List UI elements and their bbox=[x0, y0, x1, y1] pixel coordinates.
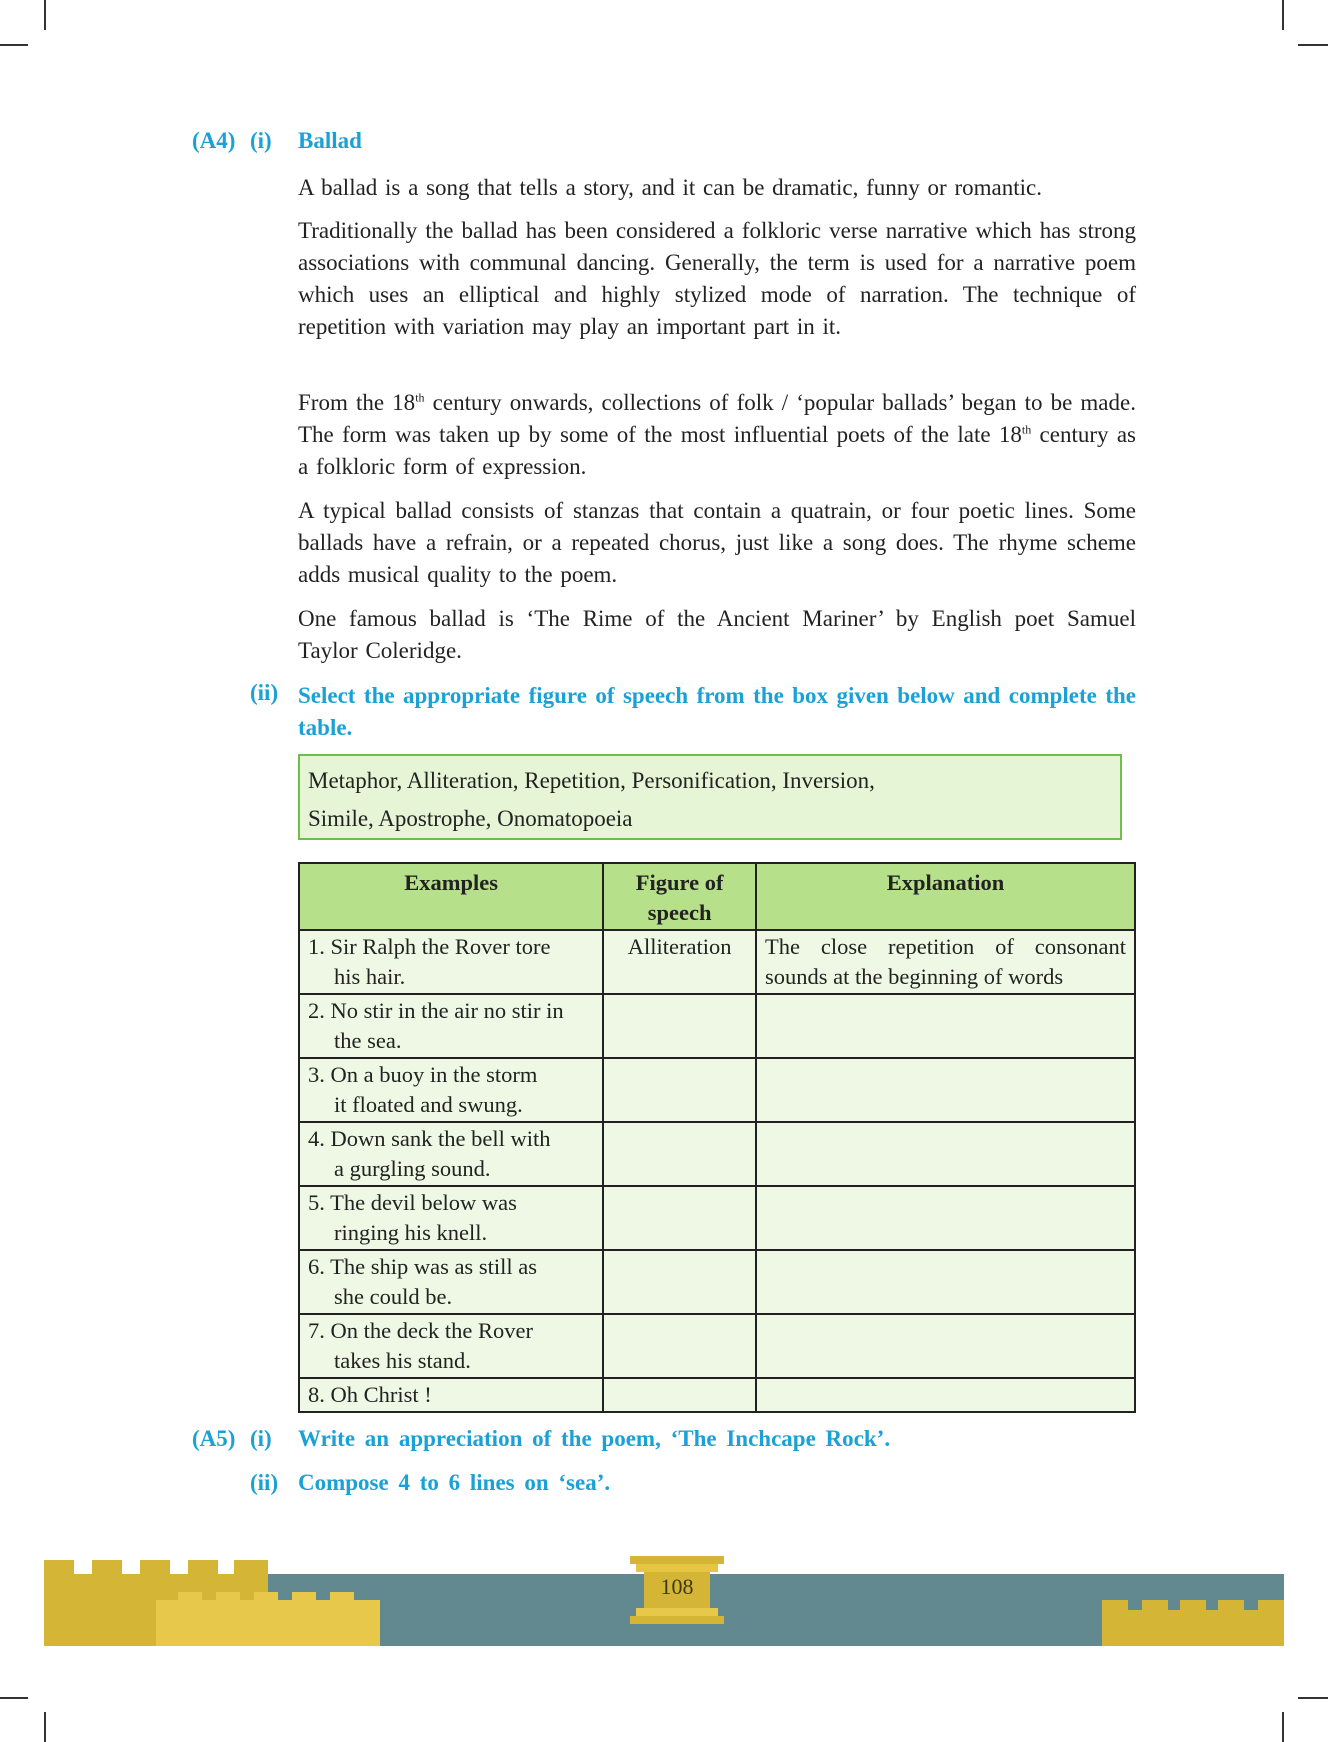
crop-mark bbox=[0, 1697, 28, 1699]
crop-mark bbox=[1282, 1712, 1284, 1742]
figure-cell[interactable] bbox=[603, 1058, 756, 1122]
crop-mark bbox=[1298, 1697, 1328, 1699]
paragraph-5: One famous ballad is ‘The Rime of the Ancient Mariner’ by English poet Samuel Taylor Coleridge. bbox=[298, 606, 1136, 663]
sub-label-i: (i) bbox=[250, 128, 272, 153]
header-examples: Examples bbox=[299, 863, 603, 930]
table-row bbox=[299, 1378, 1135, 1412]
table-row bbox=[299, 1122, 1135, 1186]
explanation-cell[interactable]: The close repetition of consonant sounds at the beginning of words bbox=[756, 930, 1135, 994]
question-text: Write an appreciation of the poem, ‘The Inchcape Rock’. bbox=[298, 1426, 891, 1451]
paragraph-1: A ballad is a song that tells a story, and it can be dramatic, funny or romantic. bbox=[298, 175, 1042, 200]
table-row bbox=[299, 994, 1135, 1058]
example-cell: 8. Oh Christ ! bbox=[299, 1378, 603, 1412]
explanation-cell[interactable] bbox=[756, 1186, 1135, 1250]
question-label-a4: (A4) bbox=[192, 128, 236, 153]
explanation-cell[interactable] bbox=[756, 1122, 1135, 1186]
crop-mark bbox=[44, 0, 46, 30]
example-cell: 4. Down sank the bell with a gurgling sound. bbox=[299, 1122, 603, 1186]
figure-cell[interactable] bbox=[603, 1378, 756, 1412]
table-row bbox=[299, 930, 1135, 994]
crop-mark bbox=[44, 1712, 46, 1742]
table-row bbox=[299, 1058, 1135, 1122]
word-box-line: Simile, Apostrophe, Onomatopoeia bbox=[308, 806, 633, 831]
figure-cell[interactable] bbox=[603, 1250, 756, 1314]
table-row bbox=[299, 1314, 1135, 1378]
example-cell: 7. On the deck the Rover takes his stand. bbox=[299, 1314, 603, 1378]
table-row bbox=[299, 1186, 1135, 1250]
sub-label-ii: (ii) bbox=[250, 1470, 279, 1495]
explanation-cell[interactable] bbox=[756, 1314, 1135, 1378]
example-cell: 3. On a buoy in the storm it floated and swung. bbox=[299, 1058, 603, 1122]
table-row bbox=[299, 1250, 1135, 1314]
header-figure-of-speech: Figure of speech bbox=[603, 863, 756, 930]
paragraph-3: From the 18th century onwards, collections of folk / ‘popular ballads’ began to be made. The form was taken up by some of the most influential poets of the late 18th century as a folkloric form of expression. bbox=[298, 390, 1136, 479]
page-number: 108 bbox=[660, 1574, 694, 1599]
example-cell: 1. Sir Ralph the Rover tore his hair. bbox=[299, 930, 603, 994]
explanation-cell[interactable] bbox=[756, 994, 1135, 1058]
example-cell: 2. No stir in the air no stir in the sea. bbox=[299, 994, 603, 1058]
figure-cell[interactable] bbox=[603, 1122, 756, 1186]
header-explanation: Explanation bbox=[756, 863, 1135, 930]
example-cell: 6. The ship was as still as she could be. bbox=[299, 1250, 603, 1314]
paragraph-4: A typical ballad consists of stanzas that contain a quatrain, or four poetic lines. Some ballads have a refrain, or a repeated chorus, just like a song does. The rhyme scheme adds musical quality to the poem. bbox=[298, 498, 1136, 587]
crop-mark bbox=[1282, 0, 1284, 30]
question-text: Compose 4 to 6 lines on ‘sea’. bbox=[298, 1470, 611, 1495]
figure-cell[interactable]: Alliteration bbox=[603, 930, 756, 994]
sub-label-i: (i) bbox=[250, 1426, 272, 1451]
example-cell: 5. The devil below was ringing his knell. bbox=[299, 1186, 603, 1250]
figure-cell[interactable] bbox=[603, 994, 756, 1058]
explanation-cell[interactable] bbox=[756, 1058, 1135, 1122]
crop-mark bbox=[1298, 44, 1328, 46]
paragraph-2: Traditionally the ballad has been considered a folkloric verse narrative which has strong associations with communal dancing. Generally, the term is used for a narrative poem which uses an elliptical and highly stylized mode of narration. The technique of repetition with variation may play an important part in it. bbox=[298, 218, 1136, 339]
crop-mark bbox=[0, 44, 28, 46]
word-box-line: Metaphor, Alliteration, Repetition, Personification, Inversion, bbox=[308, 768, 875, 793]
section-heading: Ballad bbox=[298, 128, 362, 153]
explanation-cell[interactable] bbox=[756, 1250, 1135, 1314]
sub-label-ii: (ii) bbox=[250, 680, 279, 705]
question-label-a5: (A5) bbox=[192, 1426, 236, 1451]
figure-cell[interactable] bbox=[603, 1314, 756, 1378]
figure-of-speech-table bbox=[298, 862, 1136, 1413]
question-text: Select the appropriate figure of speech from the box given below and complete the table. bbox=[298, 683, 1136, 740]
word-box bbox=[298, 754, 1122, 840]
figure-cell[interactable] bbox=[603, 1186, 756, 1250]
explanation-cell[interactable] bbox=[756, 1378, 1135, 1412]
